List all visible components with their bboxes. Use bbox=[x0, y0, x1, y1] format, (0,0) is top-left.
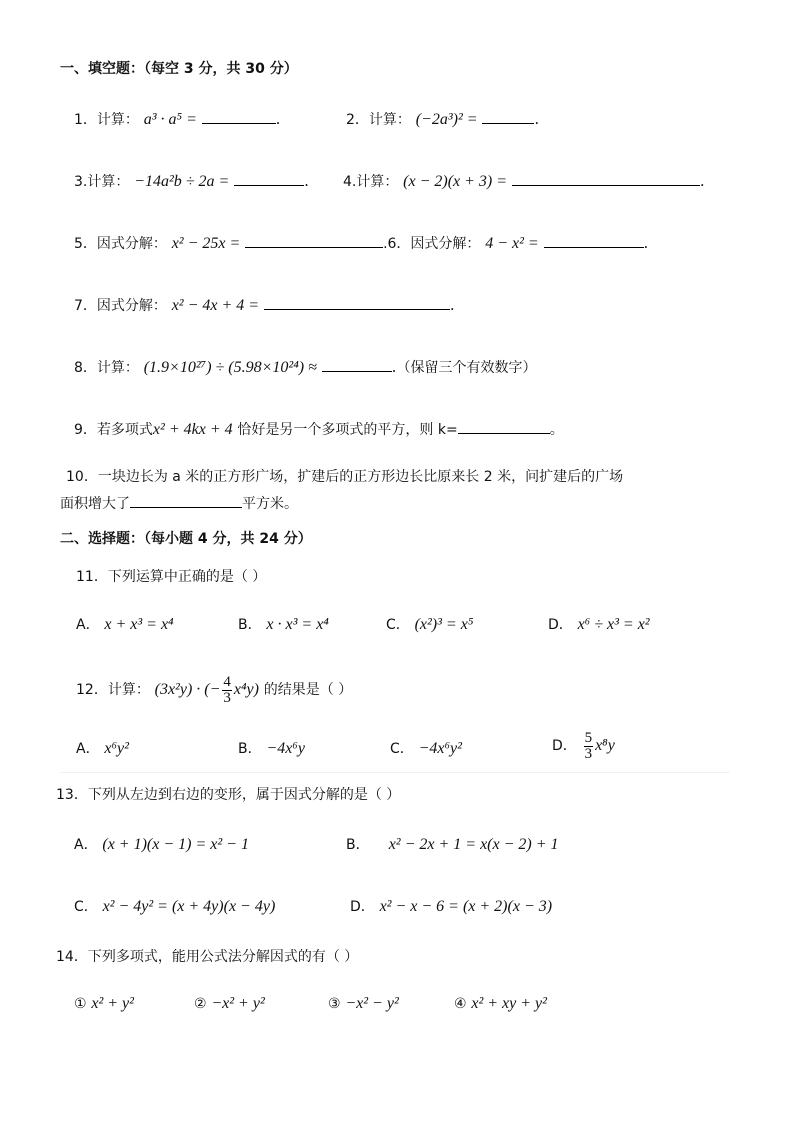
option-expression: x⁸y bbox=[595, 737, 615, 754]
fraction-numerator: 4 bbox=[223, 673, 231, 690]
q8-note: （保留三个有效数字） bbox=[396, 360, 537, 376]
q13-option-a[interactable] bbox=[74, 834, 249, 854]
option-expression: x² + y² bbox=[91, 995, 134, 1012]
option-label: C． bbox=[74, 899, 98, 915]
q3-end: . bbox=[304, 172, 309, 190]
q2-expression: (−2a³)² = bbox=[415, 111, 478, 128]
option-label: ③ bbox=[328, 996, 341, 1012]
q6-end: . bbox=[643, 234, 649, 252]
q10-text-a: 面积增大了 bbox=[60, 496, 130, 512]
q14-option-4[interactable] bbox=[454, 994, 547, 1013]
option-label: ① bbox=[74, 996, 87, 1012]
q10-answer-blank[interactable] bbox=[130, 493, 242, 508]
question-5 bbox=[74, 232, 648, 255]
q12-expression-b: x⁴y) bbox=[233, 681, 259, 698]
q6-number: .6．因式分解： bbox=[383, 236, 481, 252]
q12-option-d[interactable] bbox=[552, 728, 615, 763]
q7-answer-blank[interactable] bbox=[264, 295, 450, 310]
section-2-title: 二、选择题：（每小题 4 分，共 24 分） bbox=[60, 531, 312, 547]
option-label: ④ bbox=[454, 996, 467, 1012]
q5-number: 5．因式分解： bbox=[74, 236, 167, 252]
q2-answer-blank[interactable] bbox=[482, 109, 534, 124]
option-label: B． bbox=[238, 741, 262, 757]
option-expression: (x²)³ = x⁵ bbox=[414, 616, 474, 633]
q2-end: . bbox=[534, 110, 540, 128]
option-label: A． bbox=[76, 741, 100, 757]
q3-answer-blank[interactable] bbox=[234, 171, 304, 186]
question-2 bbox=[346, 108, 539, 131]
q12-option-c[interactable] bbox=[390, 738, 462, 758]
option-label: D． bbox=[548, 617, 573, 633]
option-expression: −4x⁶y bbox=[266, 740, 305, 757]
q7-end: . bbox=[449, 296, 455, 314]
option-expression: (x + 1)(x − 1) = x² − 1 bbox=[102, 836, 249, 853]
option-label: D． bbox=[552, 738, 577, 754]
q11-option-b[interactable] bbox=[238, 614, 329, 634]
fraction-denominator: 3 bbox=[223, 689, 231, 706]
section-1-title: 一、填空题：（每空 3 分，共 30 分） bbox=[60, 61, 298, 77]
option-expression: x⁶ ÷ x³ = x² bbox=[577, 616, 650, 633]
q3-expression: −14a²b ÷ 2a = bbox=[134, 173, 230, 190]
option-expression: −4x⁶y² bbox=[418, 740, 462, 757]
option-expression: x + x³ = x⁴ bbox=[104, 616, 174, 633]
q9-answer-blank[interactable] bbox=[458, 419, 550, 434]
q13-option-b[interactable] bbox=[346, 834, 559, 854]
q11-option-a[interactable] bbox=[76, 614, 174, 634]
q14-option-1[interactable] bbox=[74, 994, 134, 1013]
option-label: D． bbox=[350, 899, 375, 915]
q1-number: 1．计算： bbox=[74, 112, 139, 128]
q13-option-c[interactable] bbox=[74, 896, 275, 916]
q2-number: 2．计算： bbox=[346, 112, 411, 128]
option-expression: x · x³ = x⁴ bbox=[266, 616, 329, 633]
q10-text-b: 平方米。 bbox=[242, 496, 298, 512]
q14-option-3[interactable] bbox=[328, 994, 399, 1013]
q10-line-1: 10．一块边长为 a 米的正方形广场，扩建后的正方形边长比原来长 2 米，问扩建后的广场 bbox=[66, 469, 624, 485]
option-expression: x² + xy + y² bbox=[471, 995, 547, 1012]
question-3 bbox=[74, 170, 309, 193]
q13-stem: 13．下列从左边到右边的变形，属于因式分解的是（ ） bbox=[56, 787, 401, 803]
q7-number: 7．因式分解： bbox=[74, 298, 167, 314]
q13-option-d[interactable] bbox=[350, 896, 552, 916]
q11-option-d[interactable] bbox=[548, 614, 650, 634]
q10-line-2 bbox=[60, 492, 298, 515]
question-8 bbox=[74, 356, 536, 379]
q12-expression-a: (3x²y) · (− bbox=[154, 681, 221, 698]
fraction-numerator: 5 bbox=[584, 729, 593, 746]
q12-number: 12．计算： bbox=[76, 682, 150, 698]
q1-answer-blank[interactable] bbox=[202, 109, 276, 124]
q6-answer-blank[interactable] bbox=[544, 233, 644, 248]
q5-answer-blank[interactable] bbox=[245, 233, 383, 248]
q8-end: . bbox=[391, 358, 397, 376]
q9-number: 9．若多项式 bbox=[74, 422, 153, 438]
question-9 bbox=[74, 418, 564, 441]
q12-option-d-fraction bbox=[584, 731, 594, 762]
option-label: C． bbox=[390, 741, 414, 757]
q12-stem bbox=[76, 672, 352, 707]
q11-option-c[interactable] bbox=[386, 614, 473, 634]
q12-tail: 的结果是（ ） bbox=[263, 682, 353, 698]
option-expression: −x² − y² bbox=[345, 995, 399, 1012]
question-4 bbox=[343, 170, 705, 193]
q12-option-a[interactable] bbox=[76, 738, 129, 758]
q9-expression: x² + 4kx + 4 bbox=[152, 421, 233, 438]
option-label: ② bbox=[194, 996, 207, 1012]
q4-expression: (x − 2)(x + 3) = bbox=[403, 173, 508, 190]
q8-answer-blank[interactable] bbox=[322, 357, 392, 372]
q8-number: 8．计算： bbox=[74, 360, 139, 376]
option-label: C． bbox=[386, 617, 410, 633]
option-expression: −x² + y² bbox=[211, 995, 265, 1012]
q4-answer-blank[interactable] bbox=[512, 171, 700, 186]
q4-number: 4.计算： bbox=[343, 174, 399, 190]
fraction-denominator: 3 bbox=[584, 745, 593, 762]
q5-expression: x² − 25x = bbox=[171, 235, 241, 252]
option-expression: x² − x − 6 = (x + 2)(x − 3) bbox=[379, 898, 553, 915]
option-expression: x² − 4y² = (x + 4y)(x − 4y) bbox=[102, 898, 276, 915]
q8-expression: (1.9×10²⁷) ÷ (5.98×10²⁴) ≈ bbox=[143, 359, 317, 376]
q9-text: 恰好是另一个多项式的平方，则 k= bbox=[237, 422, 458, 438]
q1-expression: a³ · a⁵ = bbox=[143, 111, 197, 128]
option-expression: x⁶y² bbox=[104, 740, 129, 757]
question-7 bbox=[74, 294, 455, 317]
q11-stem: 11．下列运算中正确的是（ ） bbox=[76, 569, 267, 585]
q12-option-b[interactable] bbox=[238, 738, 305, 758]
q14-option-2[interactable] bbox=[194, 994, 265, 1013]
q6-expression: 4 − x² = bbox=[485, 235, 539, 252]
option-label: A． bbox=[76, 617, 100, 633]
q7-expression: x² − 4x + 4 = bbox=[171, 297, 260, 314]
q9-end: 。 bbox=[549, 422, 564, 438]
option-label: B． bbox=[238, 617, 262, 633]
option-label: B． bbox=[346, 837, 370, 853]
question-1 bbox=[74, 108, 280, 131]
option-label: A． bbox=[74, 837, 98, 853]
q14-stem: 14．下列多项式，能用公式法分解因式的有（ ） bbox=[56, 949, 359, 965]
q1-end: . bbox=[275, 110, 281, 128]
q12-fraction bbox=[222, 675, 232, 706]
option-expression: x² − 2x + 1 = x(x − 2) + 1 bbox=[388, 836, 559, 853]
q3-number: 3.计算： bbox=[74, 174, 130, 190]
divider bbox=[60, 772, 730, 773]
q4-end: . bbox=[699, 172, 705, 190]
